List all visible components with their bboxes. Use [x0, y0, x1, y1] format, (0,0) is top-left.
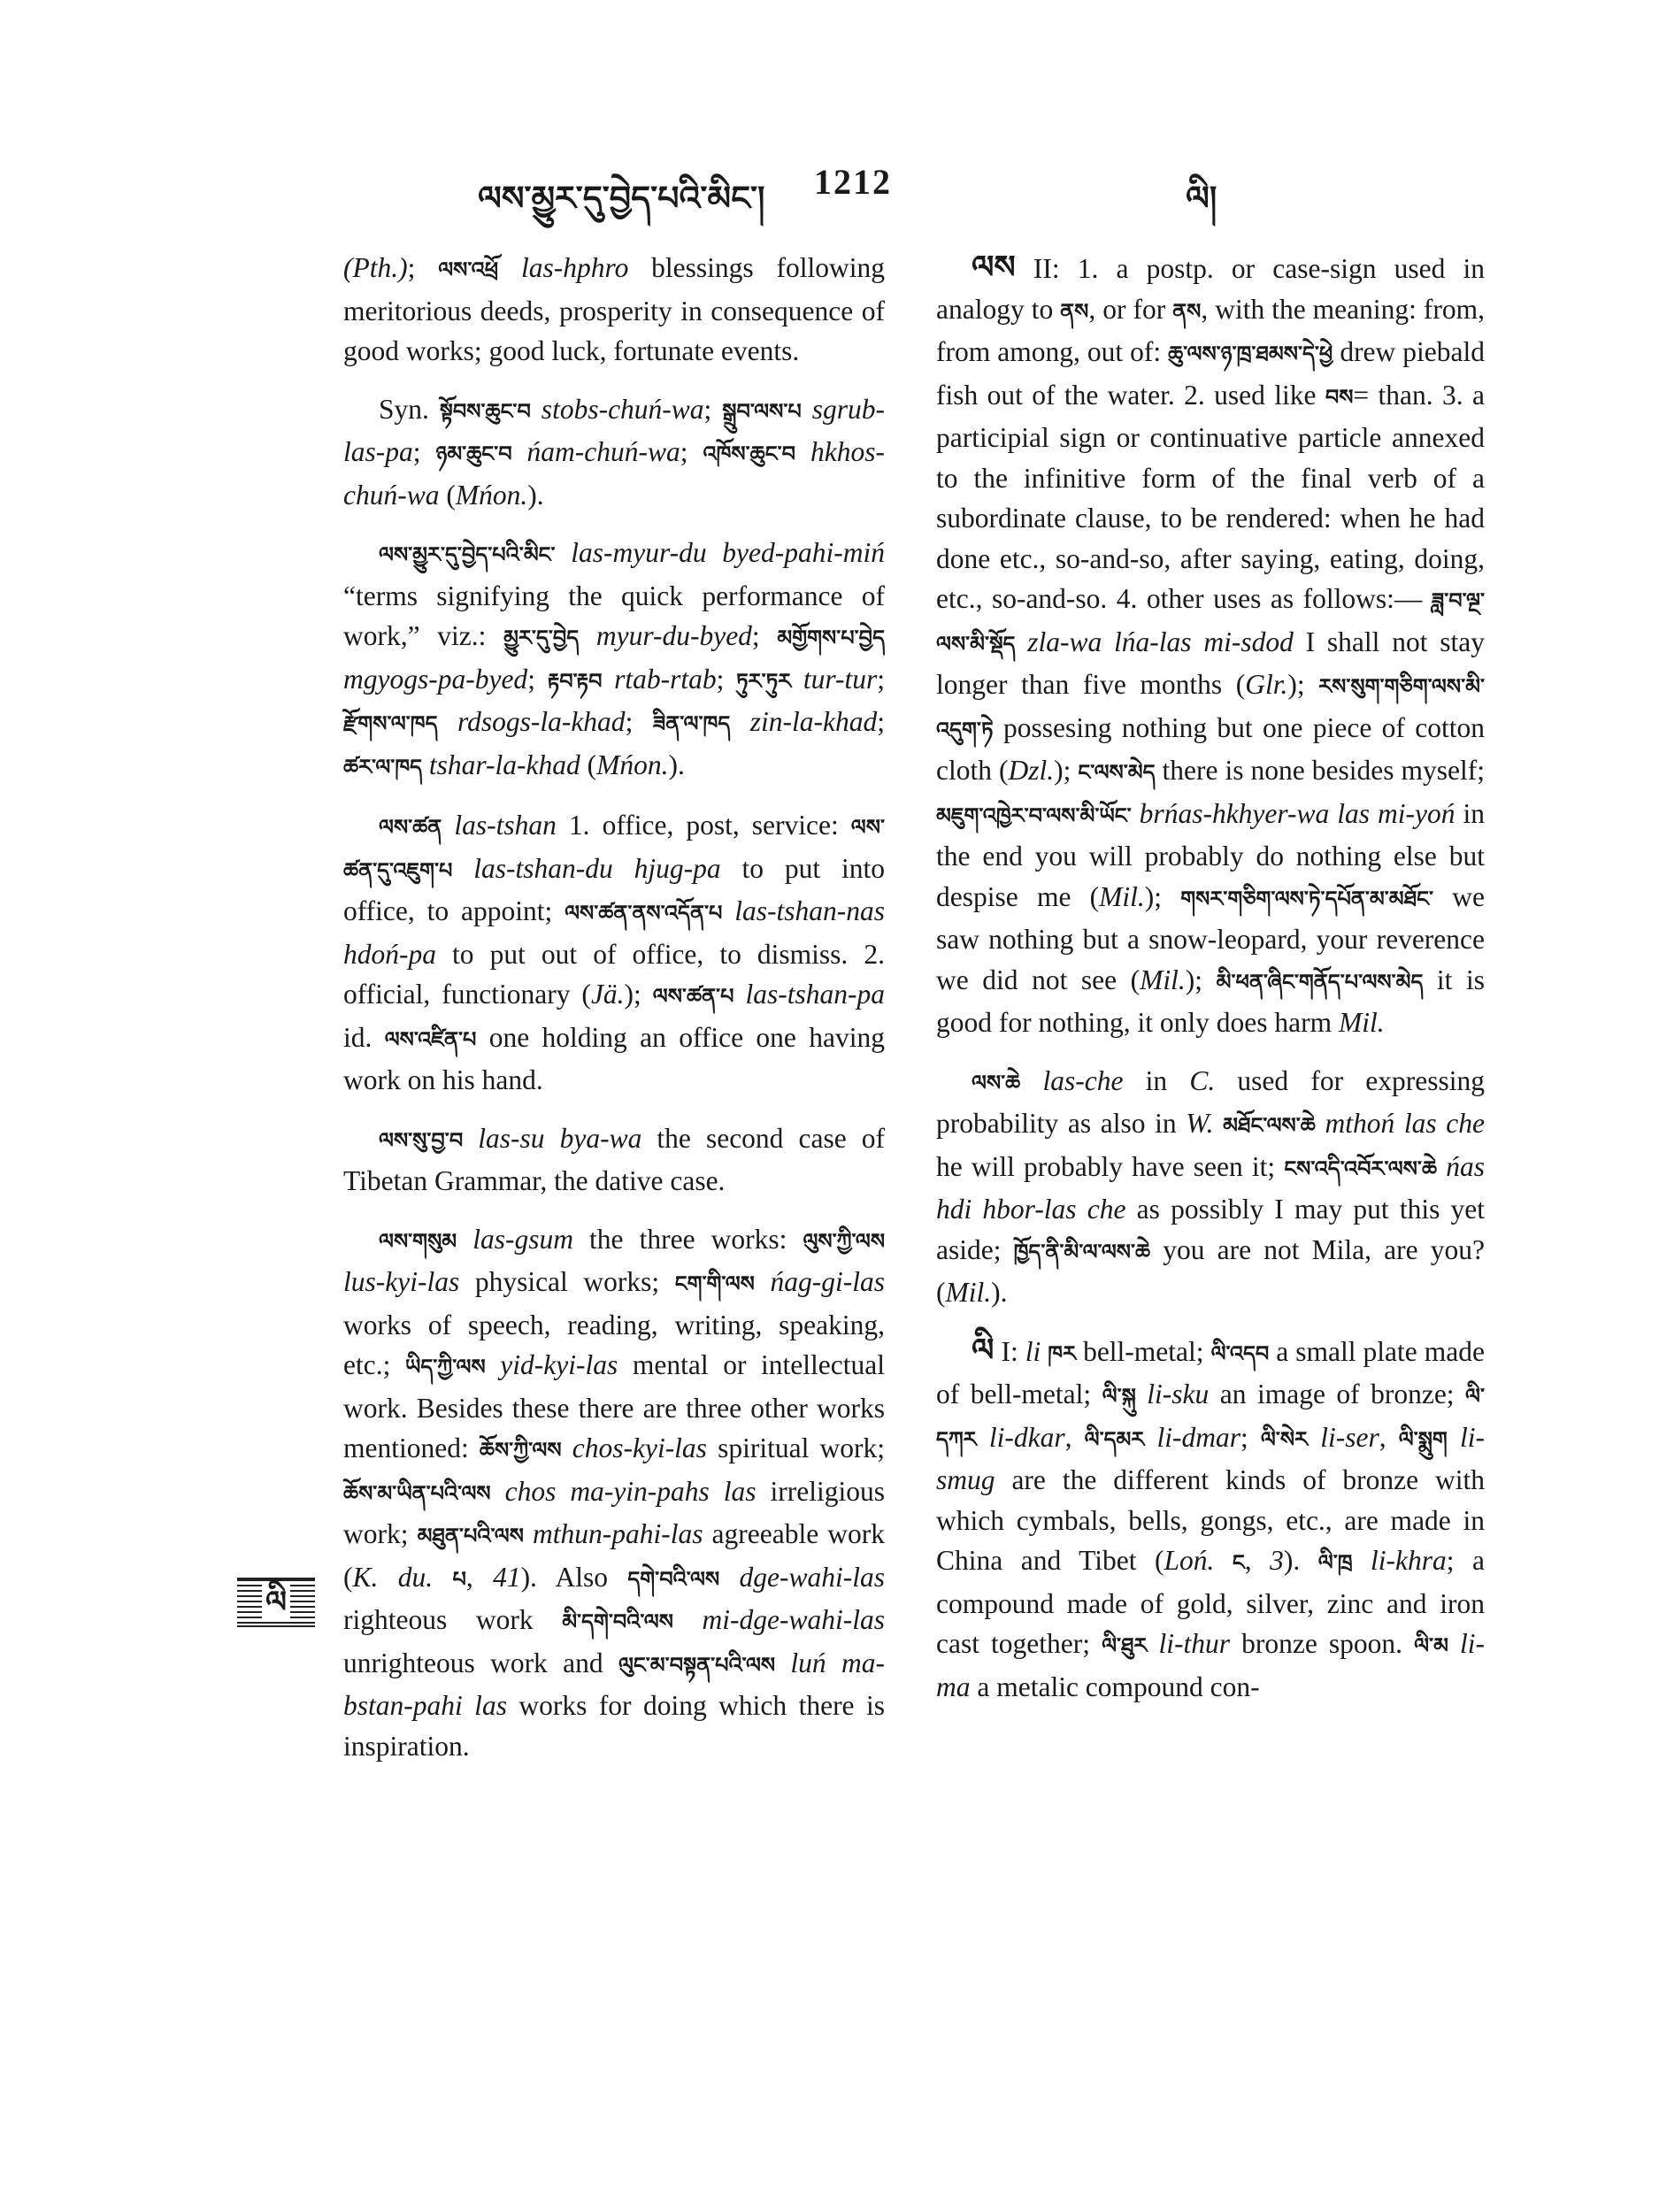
definition-text: spiritual work; — [706, 1432, 885, 1463]
transliteration: ńag-gi-las — [754, 1266, 885, 1297]
tibetan-script: ལས་ཆེ — [972, 1070, 1021, 1095]
transliteration: las-hphro — [498, 252, 629, 283]
header-left-tibetan: ལས་མྱུར་དུ་བྱེད་པའི་མིང་། — [478, 179, 765, 218]
left-column — [343, 248, 885, 1784]
definition-text: , or for — [1088, 293, 1173, 325]
definition-text: ; a compound made of gold, silver, zinc and iron cast together; — [936, 1545, 1486, 1659]
tibetan-script: སྒྲུབ་ལས་པ — [722, 398, 802, 424]
transliteration: stobs-chuń-wa — [530, 393, 704, 425]
header-right-tibetan: ལི། — [1186, 179, 1217, 218]
definition-text: ); — [1054, 755, 1079, 786]
definition-text: , — [1244, 1545, 1271, 1576]
tibetan-script: ལས་ཚན་དུ་འཇུག་པ — [343, 815, 885, 883]
transliteration: tur-tur — [791, 663, 878, 695]
dictionary-entry — [936, 248, 1485, 1043]
transliteration: li-dkar — [976, 1421, 1065, 1453]
definition-text: , — [1379, 1421, 1399, 1453]
tibetan-script: ལས་ཚན — [379, 815, 442, 840]
dictionary-entry — [343, 248, 885, 372]
tibetan-script: མྱུར་དུ་བྱེད — [503, 626, 580, 650]
tibetan-script: ལི་མ — [1414, 1633, 1448, 1658]
tibetan-script: ཆུ་ལས་ཉ་ཁྲ་ཐམས་དེ་ཕྱེ — [1168, 342, 1333, 366]
definition-text: ; — [703, 393, 723, 425]
tibetan-script: མཐོང་ལས་ཆེ — [1223, 1113, 1316, 1138]
entry-text — [343, 805, 885, 1101]
definition-text: id. — [343, 1021, 385, 1053]
page-header — [0, 161, 1659, 218]
transliteration: zin-la-khad — [730, 706, 878, 737]
definition-text: ( — [580, 749, 597, 780]
transliteration: li — [1025, 1335, 1041, 1367]
tibetan-script: བས — [1325, 384, 1354, 410]
entry-text — [936, 1331, 1485, 1708]
dictionary-entry — [343, 533, 885, 787]
definition-text: ; — [625, 706, 653, 737]
tibetan-script: ངས་འདི་འབོར་ལས་ཆེ — [1284, 1156, 1438, 1181]
tibetan-script: འཁོས་ཆུང་བ — [703, 442, 796, 466]
transliteration: ńam-chuń-wa — [511, 436, 680, 467]
tibetan-script: ལས་ཚན་ནས་འདོན་པ — [565, 901, 723, 926]
definition-text: to put out of office, to dismiss. 2. official, functionary ( — [343, 938, 885, 1010]
tibetan-script: ལས་འཕྲོ — [438, 257, 499, 282]
tibetan-script: ཁར — [1048, 1340, 1077, 1366]
tibetan-script: ཆོས་ཀྱི་ལས — [479, 1438, 562, 1463]
tibetan-script: ལུང་མ་བསྟན་པའི་ལས — [618, 1652, 776, 1678]
transliteration: mgyogs-pa-byed — [343, 663, 528, 695]
definition-text: I shall not stay longer than five months ( — [936, 626, 1485, 700]
margin-thumb-index — [237, 1578, 315, 1627]
definition-text: Syn. — [379, 393, 440, 425]
definition-text: ). — [527, 479, 544, 511]
page-number: 1212 — [814, 162, 892, 202]
transliteration: Mńon. — [596, 749, 669, 780]
tibetan-script: རས་སུག་གཅིག་ལས་མི་འདུག་ཏེ — [936, 674, 1485, 742]
definition-text: used for expressing probability as also in — [936, 1064, 1485, 1139]
tibetan-script: མཇུག་འཁྱེར་བ་ལས་མི་ཡོང་ — [936, 803, 1132, 828]
transliteration: Mil. — [945, 1277, 992, 1308]
tibetan-script: ལི་སེར — [1260, 1426, 1309, 1452]
tibetan-script: མགྱོགས་པ་བྱེད — [777, 626, 885, 650]
definition-text: righteous work — [343, 1604, 563, 1635]
tibetan-script: གསར་གཅིག་ལས་ཏེ་དཔོན་མ་མཐོང་ — [1180, 886, 1434, 911]
tibetan-script: ཁྱོད་ནི་མི་ལ་ལས་ཆེ — [1013, 1239, 1151, 1264]
transliteration: rdsogs-la-khad — [437, 706, 626, 737]
definition-text — [1214, 1545, 1233, 1576]
tibetan-script: པ — [452, 1566, 466, 1592]
dictionary-entry — [343, 1219, 885, 1767]
transliteration: ńas hdi hbor-las che — [936, 1150, 1485, 1225]
tibetan-script: ལས་མྱུར་དུ་བྱེད་པའི་མིང་ — [379, 542, 556, 567]
transliteration: zla-wa lńa-las mi-sdod — [1015, 626, 1294, 657]
transliteration: Mńon. — [455, 479, 528, 511]
tibetan-script: ཚར་ལ་ཁད — [343, 754, 423, 780]
transliteration: Mil. — [1338, 1007, 1385, 1038]
tibetan-script: ཏུར་ཏུར — [735, 668, 792, 694]
transliteration: (Pth.) — [343, 252, 408, 283]
transliteration: mthoń las che — [1315, 1108, 1485, 1139]
tibetan-script: མཐུན་པའི་ལས — [417, 1524, 524, 1548]
definition-text: ; — [407, 252, 439, 283]
definition-text: , — [465, 1561, 494, 1593]
tibetan-script: ལི་དམར — [1084, 1426, 1145, 1452]
tibetan-script: ང་ལས་མེད — [1078, 760, 1156, 785]
transliteration: las-su bya-wa — [463, 1122, 642, 1154]
tibetan-script: ལི་འདབ — [1210, 1340, 1270, 1366]
transliteration: li-dmar — [1144, 1421, 1241, 1453]
definition-text: ); — [1185, 964, 1217, 995]
transliteration: las-tshan-du hjug-pa — [452, 852, 721, 884]
transliteration: dge-wahi-las — [719, 1561, 886, 1593]
tibetan-script: མི་ཕན་ཞིང་གནོད་པ་ལས་མེད — [1216, 969, 1424, 995]
definition-text: a small plate made of bell-metal; — [936, 1335, 1486, 1409]
definition-text — [1213, 1108, 1223, 1139]
transliteration: W. — [1186, 1108, 1214, 1139]
transliteration: lus-kyi-las — [343, 1266, 460, 1297]
tibetan-script: ལི་སྐུ — [1102, 1384, 1136, 1409]
definition-text: ; — [716, 663, 736, 695]
transliteration: las-gsum — [457, 1223, 573, 1255]
definition-text: as possibly I may put this yet aside; — [936, 1194, 1485, 1265]
definition-text: ). — [1283, 1545, 1318, 1576]
transliteration: Mil. — [1140, 964, 1186, 995]
definition-text: bronze spoon. — [1230, 1628, 1415, 1659]
transliteration: las-myur-du byed-pahi-miń — [555, 537, 885, 568]
definition-text: in — [1123, 1064, 1190, 1096]
definition-text: ); — [1287, 669, 1319, 700]
transliteration: las-tshan — [442, 810, 557, 841]
margin-thumb-glyph: ལི — [262, 1585, 290, 1620]
definition-text: in the end you will probably do nothing else but despise me ( — [936, 797, 1485, 912]
tibetan-script: ལས་འཛིན་པ — [384, 1026, 477, 1052]
tibetan-script: ནས — [1172, 298, 1202, 324]
definition-text: to put into office, to appoint; — [343, 852, 885, 926]
transliteration: las-che — [1020, 1064, 1124, 1096]
definition-text: ). — [991, 1277, 1008, 1308]
transliteration: li-ser — [1308, 1421, 1379, 1453]
tibetan-script: ཉམ་ཆུང་བ — [435, 442, 512, 466]
dictionary-entry — [343, 805, 885, 1101]
transliteration: li-thur — [1147, 1628, 1231, 1659]
transliteration: Jä. — [590, 979, 625, 1010]
definition-text: I: — [994, 1335, 1025, 1367]
definition-text: ( — [439, 479, 456, 511]
definition-text: are the different kinds of bronze with which cymbals, bells, gongs, etc., are made in China and Tibet ( — [936, 1464, 1485, 1576]
tibetan-script: ལས་སུ་བྱ་བ — [379, 1127, 464, 1153]
tibetan-script: ལུས་ཀྱི་ལས — [803, 1228, 886, 1254]
definition-text: possesing nothing but one piece of cotton cloth ( — [936, 711, 1485, 786]
transliteration: las-tshan-nas hdoń-pa — [343, 895, 885, 970]
definition-text: a metalic compound con- — [970, 1671, 1260, 1702]
transliteration: las-tshan-pa — [733, 979, 885, 1010]
definition-text: “terms signifying the quick performance of work,” viz.: — [343, 580, 885, 651]
headword: ལས — [972, 250, 1016, 286]
tibetan-script: ལི་ཐུར — [1102, 1633, 1148, 1658]
definition-text: blessings following meritorious deeds, prosperity in consequence of good works; good luck, fortunate events. — [343, 252, 885, 366]
transliteration: chos-kyi-las — [561, 1432, 707, 1463]
tibetan-script: ལས་ཚན་པ — [652, 984, 734, 1009]
headword: ལི — [972, 1332, 995, 1369]
definition-text: unrighteous work and — [343, 1647, 618, 1678]
definition-text: II: 1. a postp. or case-sign used in analogy to — [936, 253, 1485, 325]
definition-text: ; — [412, 436, 436, 467]
definition-text: ); — [1144, 880, 1181, 912]
definition-text: agreeable work ( — [343, 1518, 886, 1593]
dictionary-entry — [936, 1331, 1485, 1708]
transliteration: sgrub-las-pa — [343, 393, 885, 467]
entry-text — [936, 248, 1485, 1043]
transliteration: 3 — [1270, 1545, 1284, 1576]
tibetan-script: རྫོགས་ལ་ཁད — [343, 711, 438, 736]
definition-text: ; — [877, 706, 885, 737]
transliteration: Mil. — [1099, 880, 1145, 912]
definition-text — [433, 1562, 452, 1593]
definition-text: , with the meaning: from, from among, out of: — [936, 293, 1485, 367]
transliteration: li-khra — [1352, 1545, 1447, 1576]
tibetan-script: ལི་ཁྲ — [1317, 1550, 1353, 1575]
tibetan-script: ནས — [1060, 298, 1089, 324]
definition-text: bell-metal; — [1076, 1335, 1211, 1367]
tibetan-script: ལི་དཀར — [936, 1384, 1486, 1452]
transliteration: Dzl. — [1008, 755, 1055, 786]
tibetan-script: ང — [1232, 1550, 1245, 1575]
transliteration: Glr. — [1245, 669, 1288, 700]
entry-text — [343, 389, 885, 516]
definition-text: ; — [1240, 1421, 1261, 1453]
definition-text: it is good for nothing, it only does harm — [936, 964, 1486, 1038]
right-column — [936, 248, 1485, 1724]
tibetan-script: ལི་སྨུག — [1398, 1426, 1448, 1452]
tibetan-script: མི་དགེ་བའི་ལས — [562, 1609, 673, 1634]
transliteration: mi-dge-wahi-las — [672, 1604, 885, 1635]
entry-text — [343, 1118, 885, 1202]
transliteration: brńas-hkhyer-wa las mi-yoń — [1131, 797, 1455, 829]
transliteration: myur-du-byed — [579, 620, 752, 651]
definition-text: mental or intellectual work. Besides these there are three other works mentioned: — [343, 1349, 885, 1463]
tibetan-script: ཟླ་བ་ལྔ་ལས་མི་སྡོད — [936, 588, 1485, 657]
entry-text — [343, 533, 885, 787]
definition-text: ). Also — [520, 1561, 628, 1593]
tibetan-script: ངག་གི་ལས — [674, 1271, 755, 1296]
definition-text: ; — [751, 620, 778, 651]
dictionary-entry — [343, 389, 885, 516]
transliteration: yid-kyi-las — [485, 1349, 618, 1380]
definition-text: ); — [624, 979, 653, 1010]
transliteration: hkhos-chuń-wa — [343, 436, 885, 511]
definition-text: the three works: — [572, 1223, 803, 1255]
transliteration: li-sku — [1135, 1379, 1210, 1409]
definition-text: drew piebald fish out of the water. 2. used like — [936, 336, 1485, 411]
definition-text: an image of bronze; — [1209, 1379, 1466, 1409]
tibetan-script: སྟོབས་ཆུང་བ — [439, 398, 531, 424]
definition-text: 1. office, post, service: — [556, 810, 851, 841]
tibetan-script: ཟིན་ལ་ཁད — [652, 711, 731, 736]
definition-text: , — [1064, 1421, 1085, 1453]
transliteration: li-smug — [936, 1421, 1485, 1495]
tibetan-script: ལས་གསུམ — [379, 1228, 457, 1254]
definition-text: one holding an office one having work on his hand. — [343, 1021, 885, 1095]
definition-text: ). — [668, 749, 685, 780]
definition-text: irreligious work; — [343, 1475, 885, 1549]
definition-text: works of speech, reading, writing, speaking, etc.; — [343, 1309, 885, 1380]
definition-text: the second case of Tibetan Grammar, the dative case. — [343, 1122, 885, 1196]
tibetan-script: ཆོས་མ་ཡིན་པའི་ལས — [343, 1480, 491, 1506]
definition-text: physical works; — [459, 1266, 675, 1297]
transliteration: li-ma — [936, 1628, 1486, 1702]
definition-text: he will probably have seen it; — [936, 1150, 1285, 1182]
definition-text: ; — [527, 663, 548, 695]
definition-text: we saw nothing but a snow-leopard, your reverence we did not see ( — [936, 880, 1485, 995]
transliteration: 41 — [493, 1561, 521, 1593]
definition-text: works for doing which there is inspiration. — [343, 1690, 885, 1762]
definition-text: ; — [680, 436, 703, 467]
tibetan-script: རྟབ་རྟབ — [547, 668, 603, 694]
transliteration: tshar-la-khad — [422, 749, 580, 780]
entry-text — [343, 1219, 885, 1767]
entry-text — [343, 248, 885, 372]
transliteration: chos ma-yin-pahs las — [490, 1475, 757, 1507]
dictionary-entry — [936, 1061, 1485, 1313]
tibetan-script: དགེ་བའི་ལས — [627, 1566, 720, 1592]
definition-text: there is none besides myself; — [1155, 755, 1485, 786]
dictionary-entry — [343, 1118, 885, 1202]
definition-text: you are not Mila, are you? ( — [936, 1233, 1485, 1308]
transliteration: Loń. — [1164, 1545, 1215, 1576]
transliteration: C. — [1189, 1064, 1216, 1096]
transliteration: luń ma-bstan-pahi las — [343, 1647, 886, 1721]
transliteration: rtab-rtab — [602, 663, 717, 695]
tibetan-script: ཡིད་ཀྱི་ལས — [404, 1355, 486, 1379]
transliteration: K. du. — [352, 1561, 434, 1593]
transliteration: mthun-pahi-las — [523, 1518, 703, 1549]
definition-text: ; — [877, 663, 885, 695]
entry-text — [936, 1061, 1485, 1313]
definition-text: = than. 3. a participial sign or continuative particle annexed to the infinitive form of the final verb of a subordinate clause, to be rendered: when he had done etc., so-and-so, after saying, eating, doing, etc., so-and-so. 4. other uses as follows:— — [936, 379, 1485, 614]
